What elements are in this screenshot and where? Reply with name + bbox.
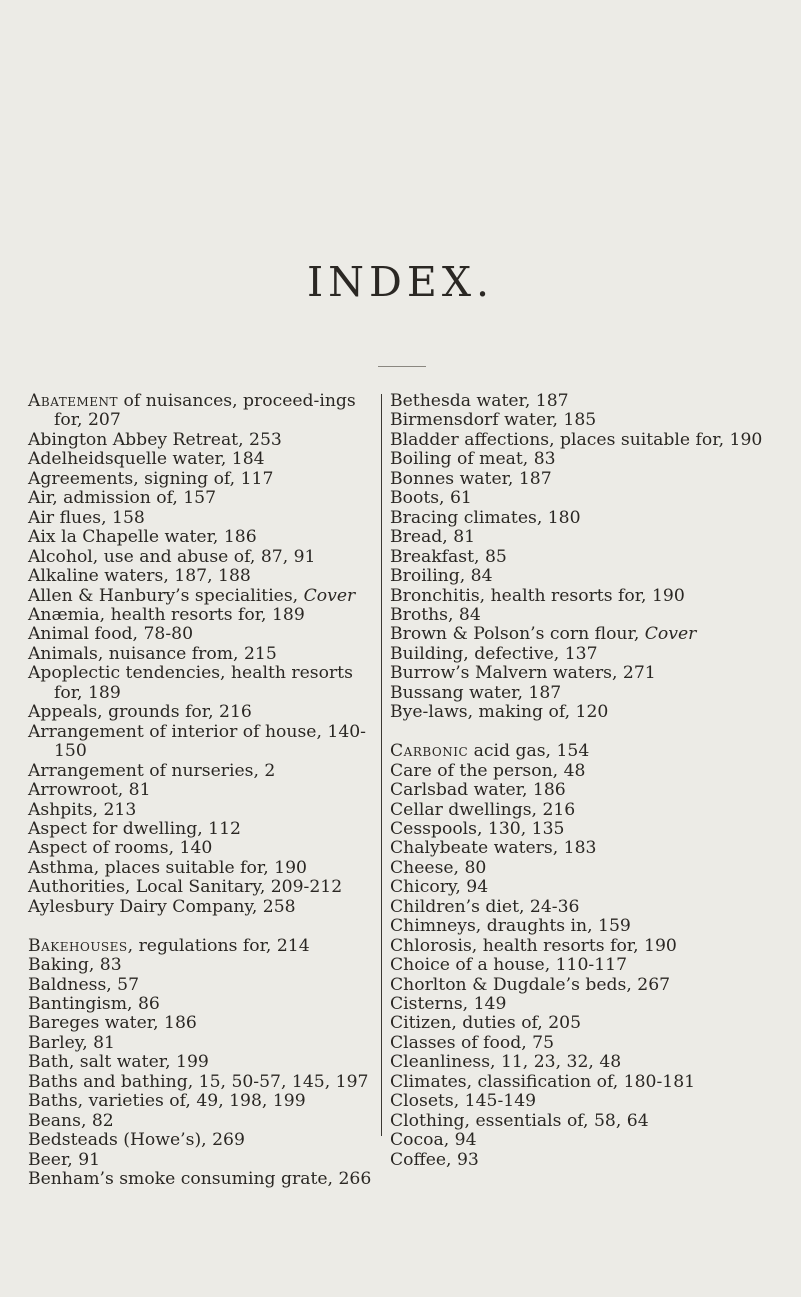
index-entry xyxy=(28,1131,378,1150)
entry-text: Chalybeate waters, 183 xyxy=(390,838,597,859)
index-entry xyxy=(28,703,378,722)
index-entry xyxy=(390,528,770,547)
index-entry xyxy=(390,392,770,411)
entry-text: Baking, 83 xyxy=(28,955,122,976)
entry-text: Bread, 81 xyxy=(390,527,476,548)
index-entry xyxy=(28,606,378,625)
entry-text: Animals, nuisance from, 215 xyxy=(28,643,277,664)
entry-text: Bonnes water, 187 xyxy=(390,468,552,489)
index-entry xyxy=(28,528,378,547)
entry-text: Bladder affections, places suitable for, 190 xyxy=(390,429,763,450)
index-entry xyxy=(28,1014,378,1033)
entry-lead-word: Carbonic xyxy=(390,741,469,762)
entry-lead-word: Bakehouses xyxy=(28,935,128,956)
entry-text: Bedsteads (Howe’s), 269 xyxy=(28,1130,245,1151)
entry-text: Chicory, 94 xyxy=(390,877,489,898)
entry-text: Asthma, places suitable for, 190 xyxy=(28,857,307,878)
entry-italic-note: Cover xyxy=(644,624,697,645)
index-entry xyxy=(390,1151,770,1170)
index-entry xyxy=(390,976,770,995)
right-column xyxy=(390,392,770,1170)
entry-text: Animal food, 78-80 xyxy=(28,624,194,645)
index-entry xyxy=(28,898,378,917)
index-entry xyxy=(390,801,770,820)
index-entry xyxy=(390,509,770,528)
index-entry xyxy=(28,645,378,664)
index-entry xyxy=(28,820,378,839)
entry-text: Bye-laws, making of, 120 xyxy=(390,702,609,723)
entry-text: Closets, 145-149 xyxy=(390,1091,537,1112)
entry-text: Bethesda water, 187 xyxy=(390,391,569,411)
index-entry xyxy=(28,1170,378,1189)
index-entry xyxy=(28,956,378,975)
entry-text: Aylesbury Dairy Company, 258 xyxy=(28,896,296,917)
entry-text: Authorities, Local Sanitary, 209-212 xyxy=(28,877,343,898)
entry-text: Arrangement of nurseries, 2 xyxy=(28,760,276,781)
column-divider xyxy=(381,394,382,1136)
index-entry xyxy=(390,645,770,664)
index-entry xyxy=(390,664,770,683)
entry-text: Cleanliness, 11, 23, 32, 48 xyxy=(390,1052,622,1073)
index-entry xyxy=(390,703,770,722)
entry-text: Children’s diet, 24-36 xyxy=(390,896,580,917)
entry-text: Cisterns, 149 xyxy=(390,994,507,1015)
entry-text: Burrow’s Malvern waters, 271 xyxy=(390,663,656,684)
entry-text: Building, defective, 137 xyxy=(390,643,598,664)
index-entry xyxy=(390,587,770,606)
entry-text: Air flues, 158 xyxy=(28,507,145,528)
index-entry xyxy=(390,995,770,1014)
entry-text: Coffee, 93 xyxy=(390,1149,479,1170)
index-entry xyxy=(28,664,378,703)
index-entry xyxy=(390,1112,770,1131)
left-column xyxy=(28,392,378,1190)
entry-text: Cocoa, 94 xyxy=(390,1130,477,1151)
entry-text: Brown & Polson’s corn flour, xyxy=(390,624,645,645)
index-entry xyxy=(390,1053,770,1072)
index-entry xyxy=(390,548,770,567)
index-entry xyxy=(28,1092,378,1111)
entry-text: Birmensdorf water, 185 xyxy=(390,410,597,431)
index-entry xyxy=(390,742,770,761)
index-entry xyxy=(390,839,770,858)
entry-text: Air, admission of, 157 xyxy=(28,488,217,509)
entry-text: Ashpits, 213 xyxy=(28,799,137,820)
entry-text: Bronchitis, health resorts for, 190 xyxy=(390,585,685,606)
index-entry xyxy=(28,762,378,781)
index-entry xyxy=(390,1092,770,1111)
index-entry xyxy=(390,878,770,897)
entry-text: Arrowroot, 81 xyxy=(28,780,151,801)
entry-text: Cellar dwellings, 216 xyxy=(390,799,576,820)
entry-text: acid gas, 154 xyxy=(468,741,590,762)
entry-text: Beans, 82 xyxy=(28,1110,114,1131)
index-entry xyxy=(28,470,378,489)
index-entry xyxy=(390,411,770,430)
index-entry xyxy=(28,450,378,469)
index-entry xyxy=(28,859,378,878)
entry-text: Breakfast, 85 xyxy=(390,546,507,567)
index-entry xyxy=(28,625,378,644)
entry-text: Allen & Hanbury’s specialities, xyxy=(28,585,304,606)
entry-text: Aspect of rooms, 140 xyxy=(28,838,213,859)
entry-text: Chimneys, draughts in, 159 xyxy=(390,916,631,937)
entry-text: Care of the person, 48 xyxy=(390,760,586,781)
entry-text: Cesspools, 130, 135 xyxy=(390,818,565,839)
index-entry xyxy=(28,392,378,431)
entry-text: Bath, salt water, 199 xyxy=(28,1052,209,1073)
index-entry xyxy=(390,567,770,586)
index-entry xyxy=(28,878,378,897)
entry-text: Anæmia, health resorts for, 189 xyxy=(28,604,305,625)
index-entry xyxy=(390,450,770,469)
index-entry xyxy=(28,1053,378,1072)
index-entry xyxy=(28,839,378,858)
entry-text: Climates, classification of, 180-181 xyxy=(390,1071,696,1092)
index-entry xyxy=(28,1034,378,1053)
title-rule xyxy=(378,366,426,367)
index-entry xyxy=(28,1112,378,1131)
index-entry xyxy=(28,995,378,1014)
entry-text: Alkaline waters, 187, 188 xyxy=(28,566,251,587)
entry-text: Abington Abbey Retreat, 253 xyxy=(28,429,282,450)
index-entry xyxy=(390,898,770,917)
entry-text: Alcohol, use and abuse of, 87, 91 xyxy=(28,546,316,567)
entry-text: , regulations for, 214 xyxy=(127,935,310,956)
entry-text: Boots, 61 xyxy=(390,488,472,509)
index-entry xyxy=(28,937,378,956)
index-entry xyxy=(28,1151,378,1170)
index-entry xyxy=(28,801,378,820)
entry-text: Barley, 81 xyxy=(28,1032,115,1053)
entry-text: Apoplectic tendencies, health resorts for, 189 xyxy=(28,663,353,703)
entry-text: Arrangement of interior of house, 140-150 xyxy=(28,721,366,762)
index-entry xyxy=(28,489,378,508)
entry-text: Bantingism, 86 xyxy=(28,994,160,1015)
index-entry xyxy=(390,917,770,936)
index-entry xyxy=(390,470,770,489)
index-entry xyxy=(390,684,770,703)
index-entry xyxy=(390,489,770,508)
entry-text: Classes of food, 75 xyxy=(390,1032,555,1053)
entry-text: Appeals, grounds for, 216 xyxy=(28,702,252,723)
index-entry xyxy=(28,1073,378,1092)
index-entry xyxy=(390,762,770,781)
entry-text: Bracing climates, 180 xyxy=(390,507,581,528)
index-entry xyxy=(390,1073,770,1092)
index-entry xyxy=(28,587,378,606)
entry-text: Boiling of meat, 83 xyxy=(390,449,556,470)
index-entry xyxy=(28,723,378,762)
entry-text: Bussang water, 187 xyxy=(390,682,562,703)
index-entry xyxy=(390,606,770,625)
index-entry xyxy=(390,859,770,878)
entry-text: Chlorosis, health resorts for, 190 xyxy=(390,935,677,956)
entry-text: Broiling, 84 xyxy=(390,566,493,587)
entry-text: Beer, 91 xyxy=(28,1149,101,1170)
page-title: INDEX. xyxy=(306,258,495,306)
entry-text: Adelheidsquelle water, 184 xyxy=(28,449,265,470)
entry-text: Clothing, essentials of, 58, 64 xyxy=(390,1110,649,1131)
entry-text: Bareges water, 186 xyxy=(28,1013,197,1034)
entry-text: Aix la Chapelle water, 186 xyxy=(28,527,257,548)
index-entry xyxy=(390,625,770,644)
index-entry xyxy=(28,781,378,800)
entry-text: Aspect for dwelling, 112 xyxy=(28,818,241,839)
entry-text: Carlsbad water, 186 xyxy=(390,780,566,801)
index-entry xyxy=(28,509,378,528)
entry-text: Benham’s smoke consuming grate, 266 xyxy=(28,1169,372,1190)
index-entry xyxy=(390,1034,770,1053)
index-entry xyxy=(390,781,770,800)
index-entry xyxy=(28,567,378,586)
entry-text: Cheese, 80 xyxy=(390,857,487,878)
entry-text: Agreements, signing of, 117 xyxy=(28,468,274,489)
entry-text: Choice of a house, 110-117 xyxy=(390,955,628,976)
index-entry xyxy=(390,431,770,450)
index-entry xyxy=(28,431,378,450)
index-entry xyxy=(28,976,378,995)
entry-text: Chorlton & Dugdale’s beds, 267 xyxy=(390,974,671,995)
entry-text: of nuisances, proceed-ings for, 207 xyxy=(54,391,356,431)
entry-text: Baths and bathing, 15, 50-57, 145, 197 xyxy=(28,1071,369,1092)
entry-italic-note: Cover xyxy=(303,585,356,606)
entry-text: Baldness, 57 xyxy=(28,974,140,995)
entry-text: Broths, 84 xyxy=(390,604,481,625)
index-entry xyxy=(390,956,770,975)
index-entry xyxy=(390,1131,770,1150)
index-entry xyxy=(390,1014,770,1033)
index-entry xyxy=(390,820,770,839)
entry-lead-word: Abatement xyxy=(28,391,119,411)
entry-text: Baths, varieties of, 49, 198, 199 xyxy=(28,1091,306,1112)
entry-text: Citizen, duties of, 205 xyxy=(390,1013,582,1034)
index-entry xyxy=(28,548,378,567)
index-entry xyxy=(390,937,770,956)
